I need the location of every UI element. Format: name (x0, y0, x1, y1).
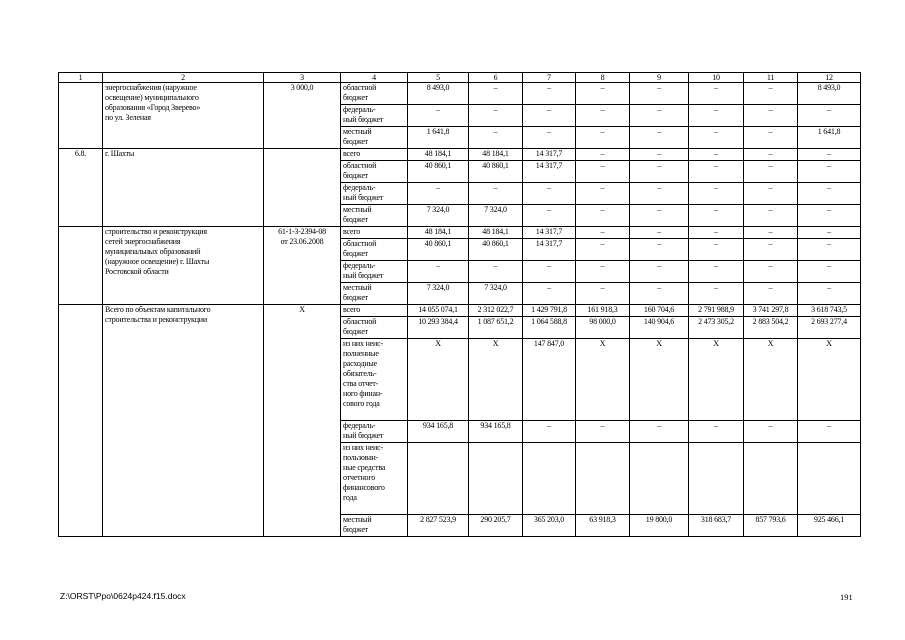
value-cell: 857 793,6 (744, 515, 798, 537)
value-cell: – (744, 105, 798, 127)
value-cell: 48 184,1 (408, 227, 469, 239)
value-cell: – (630, 227, 689, 239)
value-cell: – (630, 261, 689, 283)
value-cell: – (576, 421, 630, 443)
value-cell: 7 324,0 (469, 283, 523, 305)
column-number-cell: 6 (469, 73, 523, 83)
value-cell: 40 860,1 (469, 161, 523, 183)
value-cell: – (408, 183, 469, 205)
value-cell: 318 683,7 (689, 515, 744, 537)
value-cell: 14 317,7 (523, 227, 576, 239)
value-cell: – (744, 127, 798, 149)
value-cell: 147 847,0 (523, 339, 576, 421)
value-cell: 40 860,1 (408, 239, 469, 261)
value-cell: – (689, 421, 744, 443)
value-cell: Х (469, 339, 523, 421)
value-cell: – (576, 149, 630, 161)
value-cell (408, 443, 469, 515)
value-cell: – (744, 421, 798, 443)
value-cell (689, 443, 744, 515)
value-cell: 40 860,1 (469, 239, 523, 261)
column-number-cell: 3 (264, 73, 341, 83)
value-cell: 48 184,1 (469, 149, 523, 161)
value-cell: – (576, 227, 630, 239)
value-cell: – (744, 149, 798, 161)
column-number-cell: 9 (630, 73, 689, 83)
value-cell: 19 800,0 (630, 515, 689, 537)
value-cell: – (798, 421, 861, 443)
page-number: 191 (840, 592, 853, 602)
value-cell: – (469, 261, 523, 283)
value-cell: 2 693 277,4 (798, 317, 861, 339)
value-cell: 161 918,3 (576, 305, 630, 317)
value-cell: Х (744, 339, 798, 421)
value-cell: – (798, 239, 861, 261)
value-cell: – (576, 127, 630, 149)
value-cell: 98 000,0 (576, 317, 630, 339)
value-cell: 3 618 743,5 (798, 305, 861, 317)
value-cell (744, 443, 798, 515)
value-cell: – (689, 261, 744, 283)
value-cell: – (630, 149, 689, 161)
funding-source-cell: из них неис- полненные расходные обязатель- ства отчет- ного финан- сового года (341, 339, 408, 421)
object-name-cell: энергоснабжения (наружное освещение) муниципального образования «Город Зверево» по ул. Зеленая (103, 83, 264, 149)
value-cell: – (689, 127, 744, 149)
document-code-cell: Х (264, 305, 341, 537)
funding-source-cell: местный бюджет (341, 205, 408, 227)
value-cell: – (798, 149, 861, 161)
value-cell: 48 184,1 (469, 227, 523, 239)
value-cell: – (576, 205, 630, 227)
value-cell: 8 493,0 (408, 83, 469, 105)
value-cell (576, 443, 630, 515)
value-cell: Х (576, 339, 630, 421)
value-cell: – (744, 183, 798, 205)
value-cell (630, 443, 689, 515)
value-cell: – (523, 127, 576, 149)
value-cell: – (576, 105, 630, 127)
value-cell: – (689, 227, 744, 239)
funding-source-cell: местный бюджет (341, 127, 408, 149)
column-number-cell: 10 (689, 73, 744, 83)
item-number-cell (59, 305, 103, 537)
value-cell: – (798, 227, 861, 239)
column-number-cell: 1 (59, 73, 103, 83)
value-cell: 14 317,7 (523, 149, 576, 161)
table-row (59, 305, 861, 317)
column-number-cell: 2 (103, 73, 264, 83)
funding-source-cell: местный бюджет (341, 283, 408, 305)
value-cell: 925 466,1 (798, 515, 861, 537)
value-cell: – (689, 83, 744, 105)
value-cell: – (630, 105, 689, 127)
column-number-cell: 4 (341, 73, 408, 83)
funding-source-cell: федераль- ный бюджет (341, 261, 408, 283)
value-cell: – (576, 83, 630, 105)
column-number-cell: 11 (744, 73, 798, 83)
value-cell: 140 904,6 (630, 317, 689, 339)
item-number-cell (59, 227, 103, 305)
value-cell: – (523, 283, 576, 305)
value-cell: – (689, 161, 744, 183)
value-cell: – (744, 161, 798, 183)
value-cell: 10 293 384,4 (408, 317, 469, 339)
value-cell (798, 443, 861, 515)
table-row (59, 149, 861, 161)
value-cell: – (630, 183, 689, 205)
value-cell: – (744, 239, 798, 261)
funding-source-cell: всего (341, 149, 408, 161)
value-cell: – (523, 183, 576, 205)
value-cell: 1 064 588,8 (523, 317, 576, 339)
value-cell: – (744, 261, 798, 283)
value-cell: – (689, 283, 744, 305)
object-name-cell: Всего по объектам капитального строительства и реконструкции (103, 305, 264, 537)
item-number-cell (59, 83, 103, 149)
value-cell: 14 055 074,1 (408, 305, 469, 317)
value-cell: 934 165,8 (469, 421, 523, 443)
value-cell: 1 641,8 (408, 127, 469, 149)
value-cell: – (744, 83, 798, 105)
value-cell: Х (630, 339, 689, 421)
value-cell: 2 473 305,2 (689, 317, 744, 339)
value-cell: 7 324,0 (408, 205, 469, 227)
value-cell: – (523, 421, 576, 443)
value-cell: 2 883 504,2 (744, 317, 798, 339)
funding-source-cell: федераль- ный бюджет (341, 105, 408, 127)
value-cell: – (744, 205, 798, 227)
funding-source-cell: местный бюджет (341, 515, 408, 537)
value-cell: 14 317,7 (523, 161, 576, 183)
value-cell: – (744, 227, 798, 239)
value-cell: 160 704,6 (630, 305, 689, 317)
value-cell: – (469, 83, 523, 105)
funding-source-cell: областной бюджет (341, 317, 408, 339)
value-cell: 1 641,8 (798, 127, 861, 149)
value-cell: 2 827 523,9 (408, 515, 469, 537)
value-cell: – (523, 83, 576, 105)
funding-source-cell: всего (341, 227, 408, 239)
funding-source-cell: федераль- ный бюджет (341, 421, 408, 443)
value-cell: 7 324,0 (408, 283, 469, 305)
value-cell: – (576, 239, 630, 261)
value-cell: – (576, 183, 630, 205)
value-cell: 63 918,3 (576, 515, 630, 537)
funding-source-cell: из них неис- пользован- ные средства отчетного финансового года (341, 443, 408, 515)
value-cell: – (523, 205, 576, 227)
value-cell: – (798, 161, 861, 183)
document-code-cell: 3 000,0 (264, 83, 341, 149)
value-cell: – (630, 283, 689, 305)
value-cell: 2 312 022,7 (469, 305, 523, 317)
footer-file-path: Z:\ORST\Ppo\0624p424.f15.docx (60, 591, 186, 601)
value-cell: 3 741 297,8 (744, 305, 798, 317)
value-cell: – (689, 105, 744, 127)
value-cell: – (408, 261, 469, 283)
value-cell: – (469, 105, 523, 127)
value-cell: – (798, 183, 861, 205)
value-cell: – (798, 283, 861, 305)
value-cell: 8 493,0 (798, 83, 861, 105)
value-cell: – (630, 127, 689, 149)
table-row (59, 227, 861, 239)
funding-source-cell: федераль- ный бюджет (341, 183, 408, 205)
value-cell: – (630, 421, 689, 443)
object-name-cell: г. Шахты (103, 149, 264, 227)
column-number-cell: 5 (408, 73, 469, 83)
value-cell: – (689, 183, 744, 205)
value-cell: – (689, 149, 744, 161)
value-cell: – (576, 283, 630, 305)
value-cell: – (689, 205, 744, 227)
value-cell: – (408, 105, 469, 127)
value-cell (523, 443, 576, 515)
object-name-cell: строительство и реконструкция сетей энергоснабжения муниципальных образований (наружное освещение) г. Шахты Ростовской области (103, 227, 264, 305)
value-cell: – (798, 105, 861, 127)
value-cell: – (576, 261, 630, 283)
funding-source-cell: областной бюджет (341, 161, 408, 183)
funding-source-cell: всего (341, 305, 408, 317)
value-cell: 934 165,8 (408, 421, 469, 443)
table-row (59, 83, 861, 105)
value-cell: Х (408, 339, 469, 421)
value-cell: – (523, 261, 576, 283)
value-cell: – (469, 127, 523, 149)
value-cell: – (523, 105, 576, 127)
item-number-cell: 6.8. (59, 149, 103, 227)
document-code-cell (264, 149, 341, 227)
document-code-cell: 61-1-3-2394-08 от 23.06.2008 (264, 227, 341, 305)
value-cell: Х (689, 339, 744, 421)
value-cell: 14 317,7 (523, 239, 576, 261)
value-cell: – (798, 261, 861, 283)
value-cell: 48 184,1 (408, 149, 469, 161)
value-cell: 1 087 651,2 (469, 317, 523, 339)
value-cell: – (630, 205, 689, 227)
value-cell: – (798, 205, 861, 227)
value-cell: 365 203,0 (523, 515, 576, 537)
value-cell: Х (798, 339, 861, 421)
column-number-cell: 7 (523, 73, 576, 83)
funding-source-cell: областной бюджет (341, 83, 408, 105)
value-cell: – (630, 83, 689, 105)
column-number-cell: 12 (798, 73, 861, 83)
column-number-row (59, 73, 861, 83)
value-cell: 7 324,0 (469, 205, 523, 227)
value-cell: – (689, 239, 744, 261)
value-cell: 2 791 988,9 (689, 305, 744, 317)
column-number-cell: 8 (576, 73, 630, 83)
value-cell: – (744, 283, 798, 305)
value-cell (469, 443, 523, 515)
funding-source-cell: областной бюджет (341, 239, 408, 261)
value-cell: 40 860,1 (408, 161, 469, 183)
value-cell: 1 429 791,8 (523, 305, 576, 317)
value-cell: 290 205,7 (469, 515, 523, 537)
value-cell: – (469, 183, 523, 205)
value-cell: – (576, 161, 630, 183)
value-cell: – (630, 239, 689, 261)
value-cell: – (630, 161, 689, 183)
budget-table (58, 72, 861, 537)
